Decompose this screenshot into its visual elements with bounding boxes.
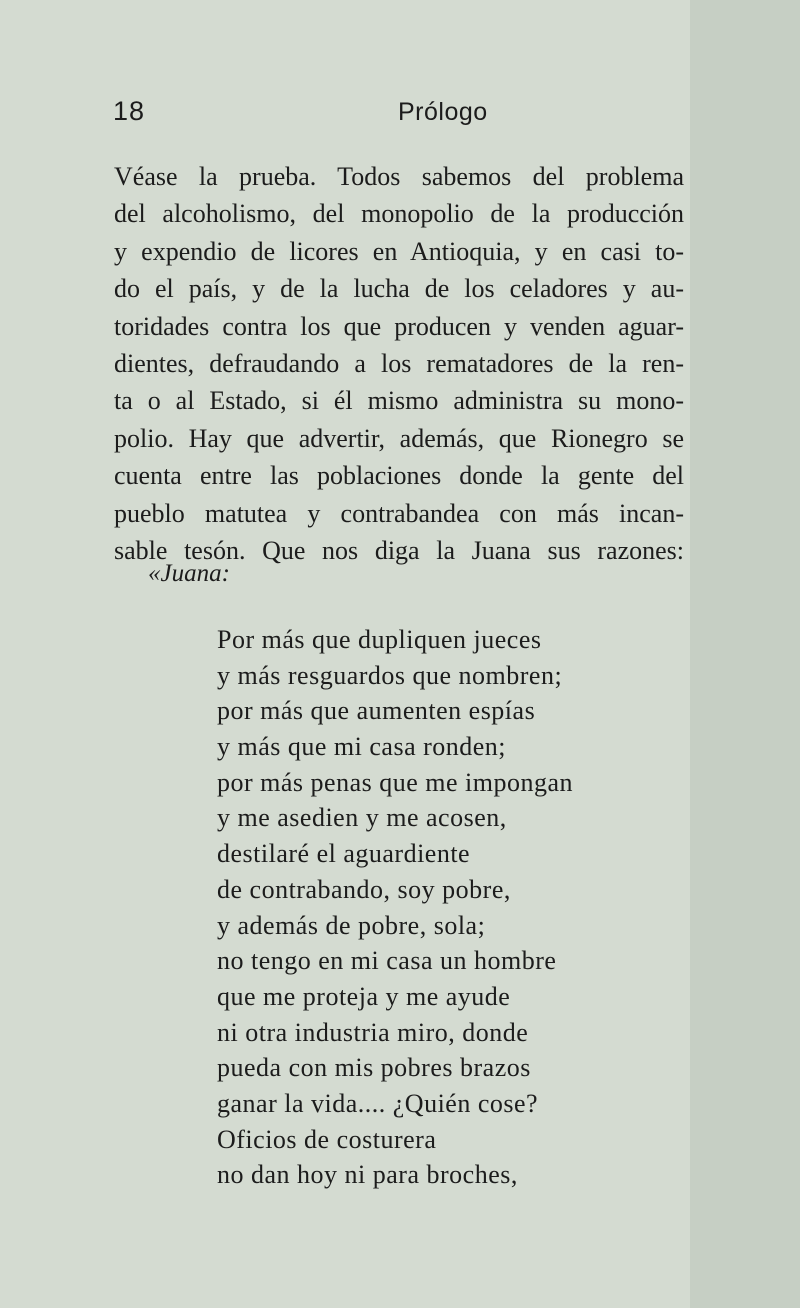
verse-line: pueda con mis pobres brazos <box>217 1053 531 1083</box>
verse-line: por más que aumenten espías <box>217 696 536 726</box>
verse-line: y más que mi casa ronden; <box>217 732 507 762</box>
prose-line: sable tesón. Que nos diga la Juana sus razones: <box>114 535 684 565</box>
running-title: Prólogo <box>398 98 488 126</box>
verse-block <box>217 622 573 1193</box>
page-number: 18 <box>113 96 146 126</box>
prose-line: cuenta entre las poblaciones donde la gente del <box>114 461 684 491</box>
prose-line: dientes, defraudando a los rematadores de la ren- <box>114 348 684 378</box>
prose-line: Véase la prueba. Todos sabemos del problema <box>114 162 684 191</box>
verse-line: ganar la vida.... ¿Quién cose? <box>217 1088 539 1118</box>
verse-line: destilaré el aguardiente <box>217 839 471 869</box>
prose-line: pueblo matutea y contrabandea con más incan- <box>114 498 684 528</box>
page-header <box>113 96 673 136</box>
verse-line: que me proteja y me ayude <box>217 981 511 1011</box>
verse-line: y me asedien y me acosen, <box>217 803 507 833</box>
verse-line: de contrabando, soy pobre, <box>217 874 511 904</box>
verse-line: y más resguardos que nombren; <box>217 660 563 690</box>
verse-line: no tengo en mi casa un hombre <box>217 946 557 976</box>
prose-line: toridades contra los que producen y venden aguar- <box>114 311 684 341</box>
prose-line: polio. Hay que advertir, además, que Rionegro se <box>114 423 684 453</box>
prose-line: y expendio de licores en Antioquia, y en casi to- <box>114 236 684 266</box>
prose-line: do el país, y de la lucha de los celadores y au- <box>114 274 684 304</box>
verse-line: y además de pobre, sola; <box>217 910 486 940</box>
prose-line: del alcoholismo, del monopolio de la producción <box>114 199 684 229</box>
speaker-label: «Juana: <box>148 560 230 587</box>
verse-line: Oficios de costurera <box>217 1124 437 1154</box>
page-edge <box>690 0 800 1308</box>
verse-line: por más penas que me impongan <box>217 767 574 797</box>
prose-line: ta o al Estado, si él mismo administra su mono- <box>114 386 684 416</box>
prose-paragraph <box>114 158 684 569</box>
verse-line: Por más que dupliquen jueces <box>217 625 542 654</box>
verse-line: no dan hoy ni para broches, <box>217 1160 518 1190</box>
verse-line: ni otra industria miro, donde <box>217 1017 529 1047</box>
